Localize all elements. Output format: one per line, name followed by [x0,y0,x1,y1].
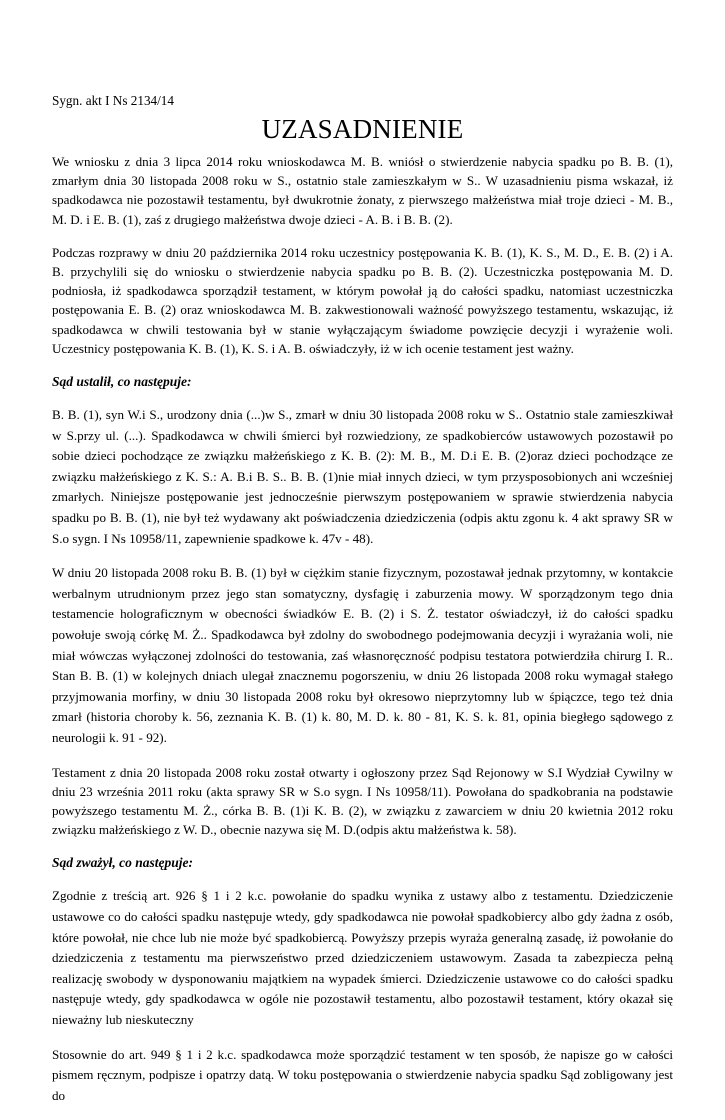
paragraph-hearing: Podczas rozprawy w dniu 20 października 2014 roku uczestnicy postępowania K. B. (1), K. S., M. D., E. B. (2) i A. B. przychylili się do wniosku o stwierdzenie nabycia spadku po B. B. (2). Uczestniczka postępowania M. D. podniosła, iż spadkodawca sporządził testament, w którym powołał ją do całości spadku, natomiast uczestniczka postępowania E. B. (2) oraz wnioskodawca M. B. zakwestionowali ważność powyższego testamentu, wskazując, iż spadkodawca w chwili testowania był w stanie wyłączającym świadome powzięcie decyzji i wyrażenie woli. Uczestnicy postępowania K. B. (1), K. S. i A. B. oświadczyły, iż w ich ocenie testament jest ważny. [52,244,673,356]
paragraph-legal-basis: Zgodnie z treścią art. 926 § 1 i 2 k.c. powołanie do spadku wynika z ustawy albo z testamentu. Dziedziczenie ustawowe co do całości spadku następuje wtedy, gdy spadkodawca nie powołał spadkobiercy albo gdy żadna z osób, które powołał, nie chce lub nie może być spadkobiercą. Powyższy przepis wyraża generalną zasadę, iż powołanie do dziedziczenia z testamentu ma pierwszeństwo przed dziedziczeniem ustawowym. Zasada ta zabezpiecza pełną realizację swobody w dysponowaniu majątkiem na wypadek śmierci. Dziedziczenie ustawowe co do całości spadku następuje wtedy, gdy spadkodawca w ogóle nie pozostawił testamentu, albo pozostawił testament, który okazał się nieważny lub nieskuteczny [52,888,673,1027]
document-body [52,152,673,1120]
paragraph-testament-opening: Testament z dnia 20 listopada 2008 roku został otwarty i ogłoszony przez Sąd Rejonowy w S.I Wydział Cywilny w dniu 23 września 2011 roku (akta sprawy SR w S.o sygn. I Ns 10958/11). Powołana do spadkobrania na podstawie powyższego testamentu M. Ż., córka B. B. (1)i K. B. (2), w związku z zawarciem w dniu 20 kwietnia 2012 roku związku małżeńskiego z W. D., obecnie nazywa się M. D.(odpis aktu małżeństwa k. 58). [52,764,673,838]
section-heading-findings: Sąd ustalił, co następuje: [52,374,192,390]
paragraph-decedent: B. B. (1), syn W.i S., urodzony dnia (...)w S., zmarł w dniu 30 listopada 2008 roku w S.. Ostatnio stale zamieszkiwał w S.przy ul. (...). Spadkodawca w chwili śmierci był rozwiedziony, ze spadkobierców ustawowych pozostawił po sobie dzieci pochodzące ze związku małżeńskiego z K. B. (2): M. B., M. D.i E. B. (2)oraz dzieci pochodzące ze związku małżeńskiego z K. S.: A. B.i B. S.. B. B. (1)nie miał innych dzieci, w tym przysposobionych ani wcześniej zmarłych. Niniejsze postępowanie jest jednocześnie pierwszym postępowaniem w sprawie stwierdzenia nabycia spadku po B. B. (1), nie był też wydawany akt poświadczenia dziedziczenia (odpis aktu zgonu k. 4 akt sprawy SR w S.o sygn. I Ns 10958/11, zapewnienie spadkowe k. 47v - 48). [52,407,673,546]
case-signature: Sygn. akt I Ns 2134/14 [52,93,174,108]
document-title: UZASADNIENIE [261,114,464,144]
paragraph-holographic-testament: Stosownie do art. 949 § 1 i 2 k.c. spadkodawca może sporządzić testament w ten sposób, że napisze go w całości pismem ręcznym, podpisze i opatrzy datą. W toku postępowania o stwierdzenie nabycia spadku Sąd zobligowany jest do [52,1046,673,1103]
paragraph-testament-circumstances: W dniu 20 listopada 2008 roku B. B. (1) był w ciężkim stanie fizycznym, pozostawał jednak przytomny, w kontakcie werbalnym utrudnionym przez jego stan somatyczny, dysfagię i zaburzenia mowy. W sporządzonym tego dnia testamencie holograficznym w obecności świadków E. B. (2) i S. Ż. testator oświadczył, iż do całości spadku powołuje swoją córkę M. Ż.. Spadkodawca był zdolny do swobodnego podejmowania decyzji i wyrażania woli, nie miał wówczas wyłączonej zdolności do testowania, zaś własnoręczność podpisu testatora potwierdziła chirurg I. R.. Stan B. B. (1) w kolejnych dniach ulegał znacznemu pogorszeniu, w dniu 26 listopada 2008 roku wymagał stałego przyjmowania morfiny, w dniu 30 listopada 2008 roku był okresowo nieprzytomny lub w śpiączce, tego też dnia zmarł (historia choroby k. 56, zeznania K. B. (1) k. 80, M. D. k. 80 - 81, K. S. k. 81, opinia biegłego sądowego z neurologii k. 91 - 92). [52,565,673,745]
section-heading-considerations: Sąd zważył, co następuje: [52,855,194,871]
paragraph-motion: We wniosku z dnia 3 lipca 2014 roku wnioskodawca M. B. wniósł o stwierdzenie nabycia spadku po B. B. (1), zmarłym dnia 30 listopada 2008 roku w S., ostatnio stale zamieszkałym w S.. W uzasadnieniu pisma wskazał, iż spadkodawca nie pozostawił testamentu, był dwukrotnie żonaty, z pierwszego małżeństwa miał troje dzieci - M. B., M. D. i E. B. (1), zaś z drugiego małżeństwa dwoje dzieci - A. B. i B. B. (2). [52,154,673,227]
